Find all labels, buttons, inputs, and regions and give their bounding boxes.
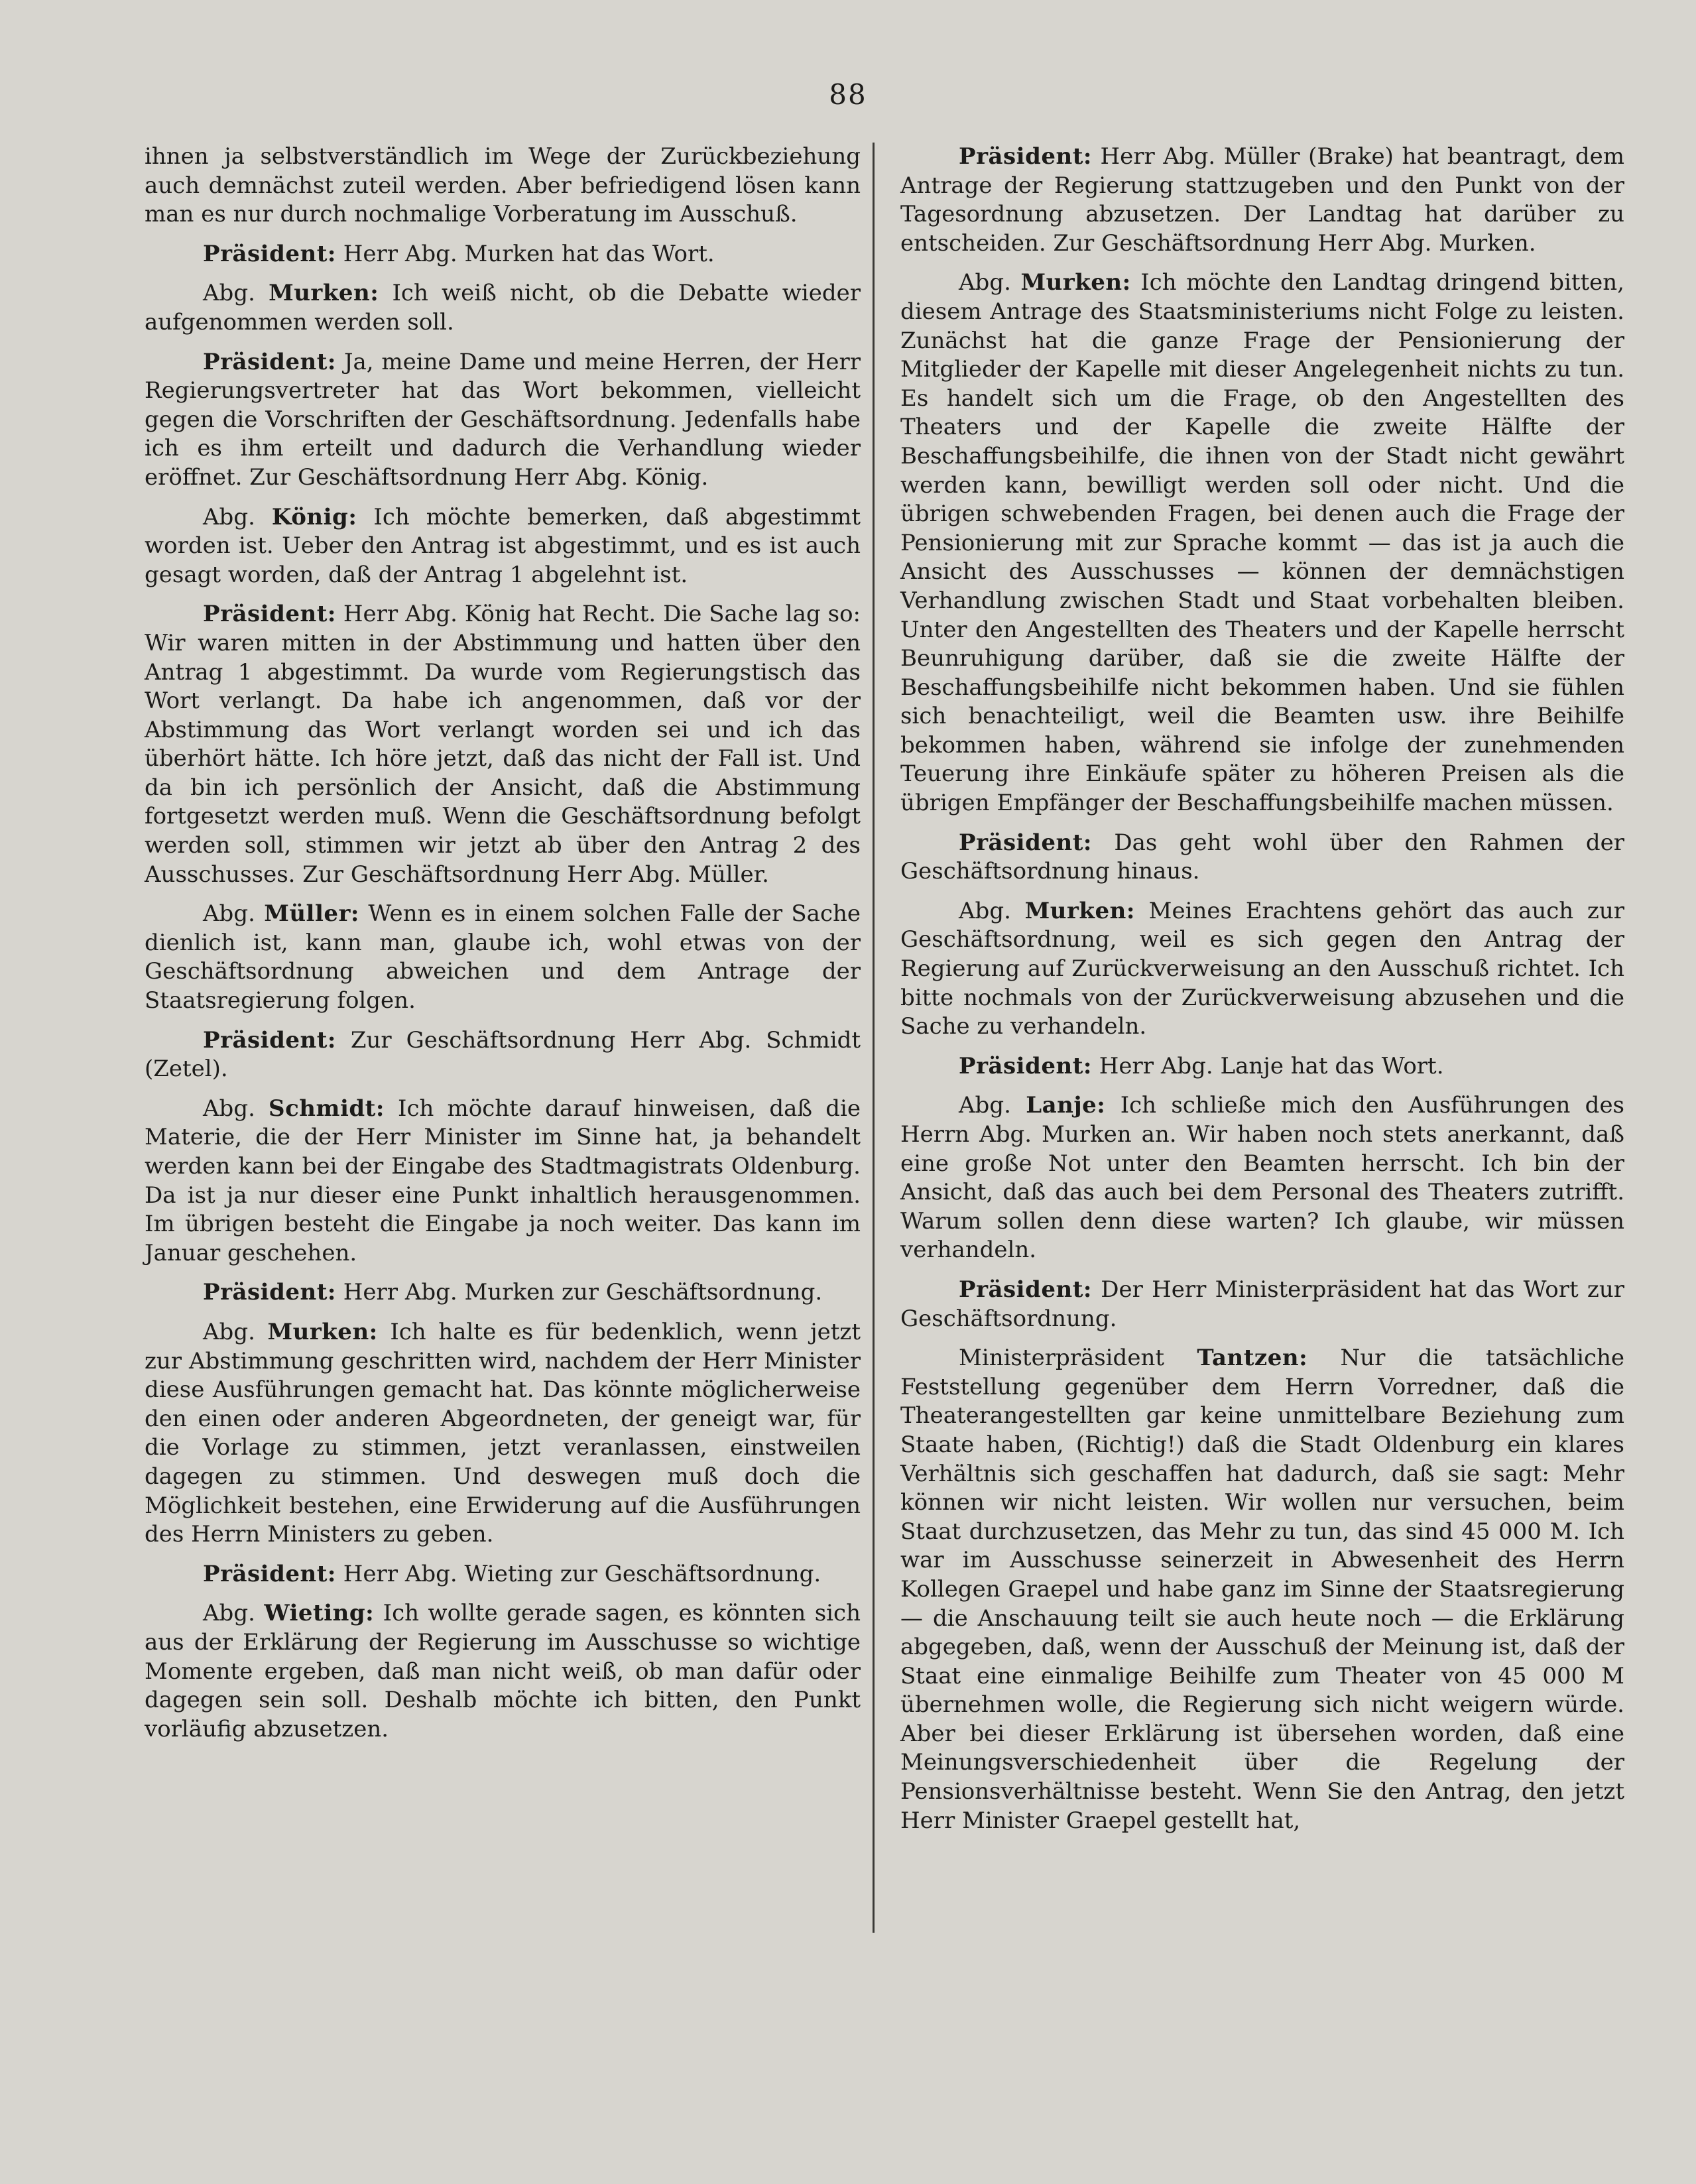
speaker-name: Präsident: <box>203 1560 336 1587</box>
speaker-prefix: Abg. <box>203 1318 255 1345</box>
paragraph <box>145 600 861 889</box>
paragraph-text: Nur die tatsächliche Feststellung gegenüber dem Herrn Vorredner, daß die Theaterangestellten gar keine unmittelbare Beziehung zum Staate haben, (Richtig!) daß die Stadt Oldenburg ein klares Verhältnis sich geschaffen hat dadurch, daß sie sagt: Mehr können wir nicht leisten. Wir wollen nur versuchen, beim Staat durchzusetzen, das Mehr zu tun, das sind 45 000 M. Ich war im Ausschusse seinerzeit in Abwesenheit des Herrn Kollegen Graepel und habe ganz im Sinne der Staatsregierung — die Anschauung teilt sie auch heute noch — die Erklärung abgegeben, daß, wenn der Ausschuß der Meinung ist, daß der Staat eine einmalige Beihilfe zum Theater von 45 000 M übernehmen wolle, die Regierung sich nicht weigern würde. Aber bei dieser Erklärung ist übersehen worden, daß eine Meinungsverschiedenheit über die Regelung der Pensionsverhältnisse besteht. Wenn Sie den Antrag, den jetzt Herr Minister Graepel gestellt hat, <box>900 1345 1625 1834</box>
speaker-name: Murken: <box>1024 897 1135 924</box>
speaker-name: Präsident: <box>959 829 1092 856</box>
paragraph-text: Ich schließe mich den Ausführungen des Herrn Abg. Murken an. Wir haben noch stets anerkannt, daß eine große Not unter den Beamten herrscht. Ich bin der Ansicht, daß das auch bei dem Personal des Theaters zutrifft. Warum sollen denn diese warten? Ich glaube, wir müssen verhandeln. <box>900 1092 1625 1264</box>
paragraph <box>145 1560 861 1589</box>
paragraph-text: Meines Erachtens gehört das auch zur Geschäftsordnung, weil es sich gegen den Antrag der Regierung auf Zurückverweisung an den Ausschuß richtet. Ich bitte nochmals von der Zurückverweisung abzusehen und die Sache zu verhandeln. <box>900 897 1624 1040</box>
right-column <box>900 143 1624 1846</box>
speaker-name: Präsident: <box>203 601 336 628</box>
speaker-name: Präsident: <box>203 240 336 267</box>
speaker-name: Murken: <box>267 1318 378 1345</box>
speaker-name: Schmidt: <box>269 1095 385 1122</box>
paragraph <box>145 279 861 337</box>
paragraph-text: Ich möchte bemerken, daß abgestimmt worden ist. Ueber den Antrag ist abgestimmt, und es ist auch gesagt worden, daß der Antrag 1 abgelehnt ist. <box>145 503 861 588</box>
speaker-prefix: Abg. <box>959 1092 1011 1119</box>
paragraph-text: Herr Abg. König hat Recht. Die Sache lag so: Wir waren mitten in der Abstimmung und hatten über den Antrag 1 abgestimmt. Da wurde vom Regierungstisch das Wort verlangt. Da habe ich angenommen, daß vor der Abstimmung das Wort verlangt worden sei und ich das überhört hätte. Ich höre jetzt, daß das nicht der Fall ist. Und da bin ich persönlich der Ansicht, daß die Abstimmung fortgesetzt werden muß. Wenn die Geschäftsordnung befolgt werden soll, stimmen wir jetzt ab über den Antrag 2 des Ausschusses. Zur Geschäftsordnung Herr Abg. Müller. <box>145 601 861 888</box>
paragraph <box>145 503 861 590</box>
paragraph <box>145 1599 861 1744</box>
paragraph <box>900 1276 1624 1333</box>
paragraph <box>145 240 861 269</box>
paragraph-text: Wenn es in einem solchen Falle der Sache dienlich ist, kann man, glaube ich, wohl etwas von der Geschäftsordnung abweichen und dem Antrage der Staatsregierung folgen. <box>145 900 861 1014</box>
paragraph <box>900 1052 1624 1081</box>
speaker-prefix: Abg. <box>959 897 1011 924</box>
speaker-name: Wieting: <box>264 1600 375 1627</box>
speaker-prefix: Abg. <box>959 269 1011 296</box>
speaker-name: Murken: <box>1020 269 1131 296</box>
paragraph <box>145 143 861 229</box>
paragraph-text: Herr Abg. Murken hat das Wort. <box>343 240 715 267</box>
paragraph-text: Herr Abg. Wieting zur Geschäftsordnung. <box>343 1560 821 1587</box>
speaker-name: Präsident: <box>959 1276 1092 1303</box>
paragraph-text: Herr Abg. Murken zur Geschäftsordnung. <box>343 1279 823 1306</box>
column-divider <box>873 143 875 1933</box>
paragraph <box>145 1026 861 1084</box>
paragraph-text: Herr Abg. Lanje hat das Wort. <box>1099 1052 1444 1079</box>
left-column <box>145 143 861 1754</box>
paragraph <box>145 1278 861 1307</box>
paragraph-text: Ich möchte den Landtag dringend bitten, diesem Antrage des Staatsministeriums nicht Folge zu leisten. Zunächst hat die ganze Frage der Pensionierung der Mitglieder der Kapelle mit dieser Angelegenheit nichts zu tun. Es handelt sich um die Frage, ob den Angestellten des Theaters und der Kapelle die zweite Hälfte der Beschaffungsbeihilfe, die ihnen von der Stadt nicht gewährt werden kann, bewilligt werden soll oder nicht. Und die übrigen schwebenden Fragen, bei denen auch die Frage der Pensionierung mit zur Sprache kommt — das ist ja auch die Ansicht des Ausschusses — können der demnächstigen Verhandlung zwischen Stadt und Staat vorbehalten bleiben. Unter den Angestellten des Theaters und der Kapelle herrscht Beunruhigung darüber, daß sie die zweite Hälfte der Beschaffungsbeihilfe nicht bekommen haben. Und sie fühlen sich benachteiligt, weil die Beamten usw. ihre Beihilfe bekommen haben, während sie infolge der zunehmenden Teuerung ihre Einkäufe später zu höheren Preisen als die übrigen Empfänger der Beschaffungsbeihilfe machen müssen. <box>900 269 1624 817</box>
speaker-name: Murken: <box>269 280 379 307</box>
paragraph <box>900 269 1624 818</box>
paragraph-text: Herr Abg. Müller (Brake) hat beantragt, dem Antrage der Regierung stattzugeben und den Punkt von der Tagesordnung abzusetzen. Der Landtag hat darüber zu entscheiden. Zur Geschäftsordnung Herr Abg. Murken. <box>900 143 1625 257</box>
paragraph-text: Ich weiß nicht, ob die Debatte wieder aufgenommen werden soll. <box>145 280 861 335</box>
paragraph-text: ihnen ja selbstverständlich im Wege der Zurückbeziehung auch demnächst zuteil werden. Aber befriedigend lösen kann man es nur durch nochmalige Vorberatung im Ausschuß. <box>145 143 861 228</box>
paragraph <box>145 1095 861 1268</box>
paragraph <box>900 1344 1624 1835</box>
paragraph <box>145 900 861 1015</box>
speaker-prefix: Abg. <box>203 900 255 928</box>
paragraph-text: Ich halte es für bedenklich, wenn jetzt zur Abstimmung geschritten wird, nachdem der Herr Minister diese Ausführungen gemacht hat. Das könnte möglicherweise den einen oder anderen Abgeordneten, der geneigt war, für die Vorlage zu stimmen, jetzt veranlassen, einstweilen dagegen zu stimmen. Und deswegen muß doch die Möglichkeit bestehen, eine Erwiderung auf die Ausführungen des Herrn Ministers zu geben. <box>145 1318 861 1548</box>
speaker-name: Präsident: <box>203 1279 336 1306</box>
speaker-name: Müller: <box>264 900 359 928</box>
paragraph-text: Ich wollte gerade sagen, es könnten sich aus der Erklärung der Regierung im Ausschusse so wichtige Momente ergeben, daß man nicht weiß, ob man dafür oder dagegen sein soll. Deshalb möchte ich bitten, den Punkt vorläufig abzusetzen. <box>145 1600 861 1742</box>
speaker-name: Tantzen: <box>1197 1345 1308 1372</box>
paragraph <box>900 143 1624 258</box>
paragraph <box>900 1091 1624 1265</box>
paragraph-text: Zur Geschäftsordnung Herr Abg. Schmidt (Zetel). <box>145 1026 861 1083</box>
paragraph <box>145 1318 861 1549</box>
paragraph-text: Das geht wohl über den Rahmen der Geschäftsordnung hinaus. <box>900 829 1624 885</box>
paragraph-text: Ja, meine Dame und meine Herren, der Herr Regierungsvertreter hat das Wort bekommen, vielleicht gegen die Vorschriften der Geschäftsordnung. Jedenfalls habe ich es ihm erteilt und dadurch die Verhandlung wieder eröffnet. Zur Geschäftsordnung Herr Abg. König. <box>145 348 861 491</box>
speaker-prefix: Abg. <box>203 1600 255 1627</box>
speaker-name: Präsident: <box>203 1026 336 1054</box>
speaker-prefix: Abg. <box>203 1095 255 1122</box>
speaker-name: Präsident: <box>959 1052 1092 1079</box>
page-number: 88 <box>829 78 867 111</box>
paragraph <box>145 348 861 493</box>
speaker-prefix: Abg. <box>203 503 255 530</box>
speaker-name: Präsident: <box>959 143 1092 170</box>
paragraph <box>900 829 1624 886</box>
speaker-prefix: Abg. <box>203 280 255 307</box>
speaker-name: Präsident: <box>203 348 336 375</box>
speaker-name: Lanje: <box>1026 1092 1106 1119</box>
paragraph-text: Der Herr Ministerpräsident hat das Wort zur Geschäftsordnung. <box>900 1276 1624 1332</box>
paragraph <box>900 897 1624 1042</box>
paragraph-text: Ich möchte darauf hinweisen, daß die Materie, die der Herr Minister im Sinne hat, ja behandelt werden kann bei der Eingabe des Stadtmagistrats Oldenburg. Da ist ja nur dieser eine Punkt inhaltlich herausgenommen. Im übrigen besteht die Eingabe ja noch weiter. Das kann im Januar geschehen. <box>145 1095 861 1266</box>
speaker-prefix: Ministerpräsident <box>959 1345 1165 1372</box>
speaker-name: König: <box>271 503 357 530</box>
